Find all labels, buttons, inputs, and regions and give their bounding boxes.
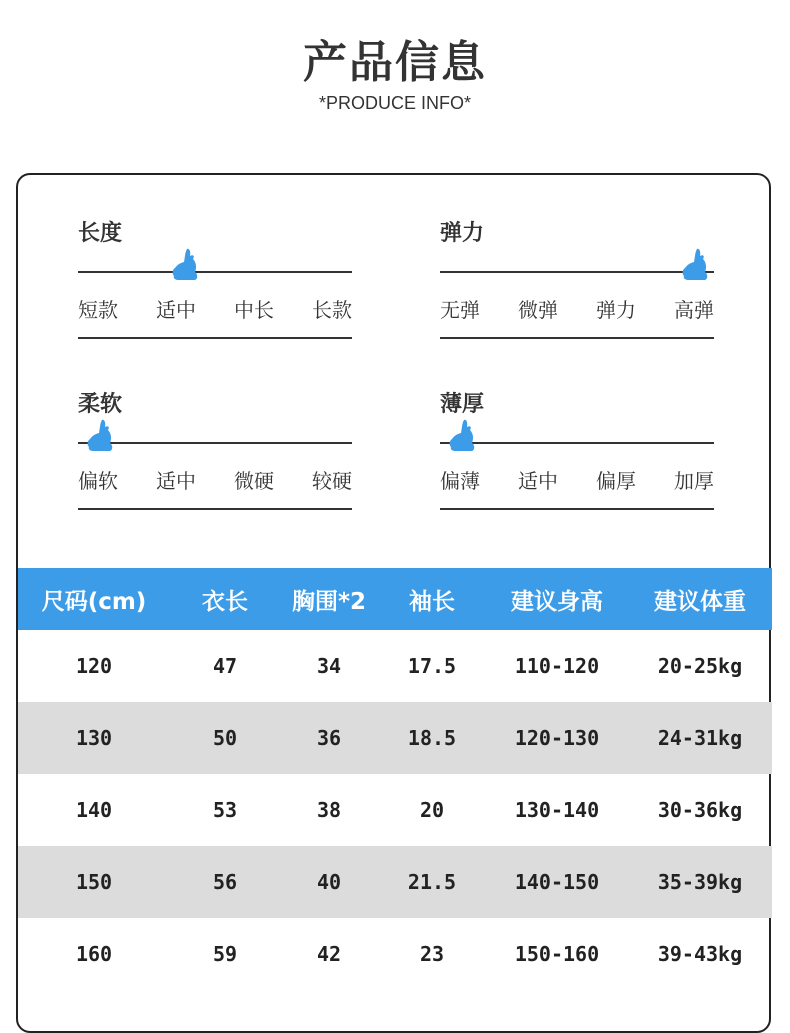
- header-weight: 建议体重: [654, 588, 746, 615]
- attr-level: 中长: [234, 298, 274, 322]
- header-chest: 胸围*2: [291, 588, 367, 615]
- attr-level: 短款: [78, 298, 118, 322]
- attr-level: 适中: [518, 469, 558, 493]
- cell-length: 50: [212, 726, 238, 750]
- size-table: [18, 568, 772, 990]
- cell-length: 47: [212, 654, 238, 678]
- cell-sleeve: 18.5: [407, 726, 457, 750]
- attr-name: 弹力: [440, 221, 485, 246]
- attr-divider: [440, 508, 714, 510]
- cell-height: 150-160: [514, 942, 600, 966]
- cell-size: 160: [75, 942, 113, 966]
- attr-level: 较硬: [312, 469, 352, 493]
- attr-divider: [440, 337, 714, 339]
- attr-name: 柔软: [78, 392, 123, 417]
- attr-level: 高弹: [674, 298, 714, 322]
- page-subtitle: *PRODUCE INFO*: [318, 93, 471, 113]
- table-row: [18, 918, 772, 990]
- cell-weight: 24-31kg: [657, 726, 743, 750]
- attr-levels: [78, 465, 352, 494]
- attr-level: 偏厚: [596, 469, 636, 493]
- header-sleeve: 袖长: [409, 588, 455, 615]
- cell-size: 140: [75, 798, 113, 822]
- attr-level: 适中: [156, 469, 196, 493]
- cell-weight: 39-43kg: [657, 942, 743, 966]
- cell-length: 56: [212, 870, 238, 894]
- attr-level: 适中: [156, 298, 196, 322]
- cell-sleeve: 21.5: [407, 870, 457, 894]
- cell-height: 140-150: [514, 870, 600, 894]
- attr-level: 微弹: [518, 298, 558, 322]
- cell-chest: 42: [316, 942, 342, 966]
- cell-size: 130: [75, 726, 113, 750]
- rabbit-icon: [85, 419, 115, 453]
- cell-weight: 35-39kg: [657, 870, 743, 894]
- cell-sleeve: 23: [419, 942, 445, 966]
- cell-size: 150: [75, 870, 113, 894]
- cell-chest: 38: [316, 798, 342, 822]
- attr-track: [440, 271, 714, 273]
- attr-track: [440, 442, 714, 444]
- header-size: 尺码(cm): [41, 588, 147, 615]
- page-title: 产品信息: [303, 37, 487, 88]
- cell-size: 120: [75, 654, 113, 678]
- attr-track: [78, 442, 352, 444]
- attr-divider: [78, 337, 352, 339]
- cell-sleeve: 17.5: [407, 654, 457, 678]
- attr-levels: [78, 294, 352, 323]
- attr-level: 无弹: [440, 298, 480, 322]
- attr-level: 加厚: [674, 469, 714, 493]
- rabbit-icon: [680, 248, 710, 282]
- cell-length: 59: [212, 942, 238, 966]
- attr-track: [78, 271, 352, 273]
- cell-weight: 30-36kg: [657, 798, 743, 822]
- attr-name: 薄厚: [440, 392, 485, 417]
- cell-weight: 20-25kg: [657, 654, 743, 678]
- table-row: [18, 630, 772, 702]
- attr-levels: [440, 294, 714, 323]
- attr-name: 长度: [78, 221, 123, 246]
- size-table-header: [18, 568, 772, 630]
- cell-sleeve: 20: [419, 798, 445, 822]
- attr-level: 偏软: [78, 469, 118, 493]
- cell-chest: 40: [316, 870, 342, 894]
- cell-height: 130-140: [514, 798, 600, 822]
- table-row: [18, 846, 772, 918]
- attr-level: 微硬: [234, 469, 274, 493]
- attr-levels: [440, 465, 714, 494]
- cell-height: 120-130: [514, 726, 600, 750]
- attr-level: 偏薄: [440, 469, 480, 493]
- table-row: [18, 702, 772, 774]
- attr-level: 长款: [312, 298, 352, 322]
- attr-divider: [78, 508, 352, 510]
- header-length: 衣长: [202, 588, 248, 615]
- rabbit-icon: [447, 419, 477, 453]
- cell-chest: 36: [316, 726, 342, 750]
- header-height: 建议身高: [511, 588, 603, 615]
- rabbit-icon: [170, 248, 200, 282]
- cell-chest: 34: [316, 654, 342, 678]
- attr-level: 弹力: [596, 298, 636, 322]
- cell-height: 110-120: [514, 654, 600, 678]
- cell-length: 53: [212, 798, 238, 822]
- table-row: [18, 774, 772, 846]
